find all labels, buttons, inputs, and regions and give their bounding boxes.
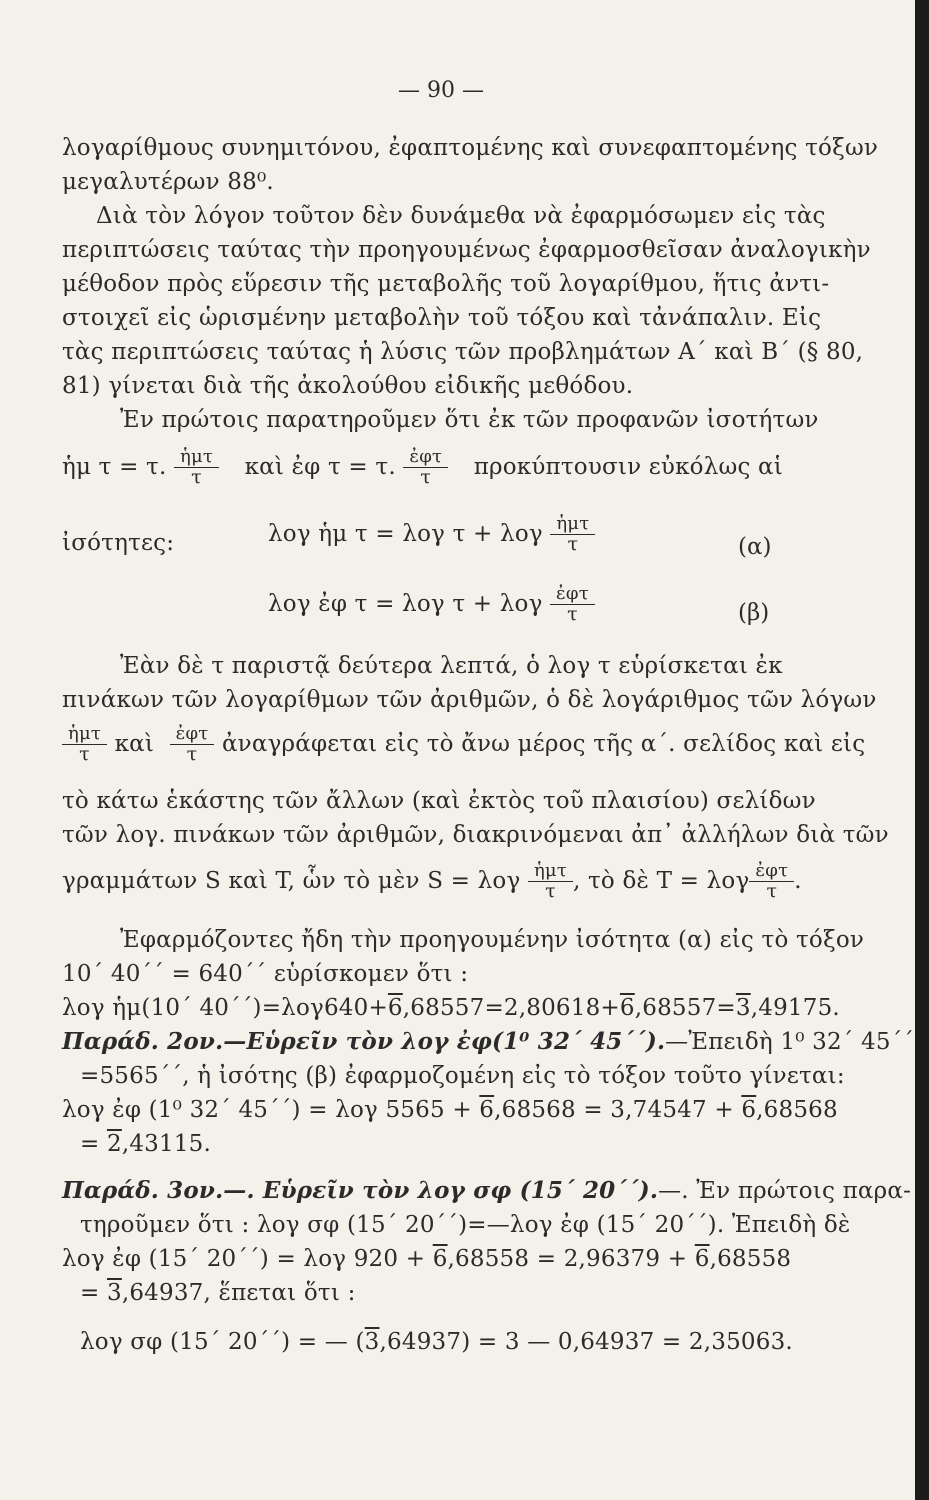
fraction-numerator: ἐφτ <box>550 585 595 605</box>
fraction-eft-over-t <box>749 862 794 902</box>
overlined-digit: 2 <box>106 1131 122 1157</box>
text-line: =5565΄΄, ἡ ἰσότης (β) ἐφαρμοζομένη εἰς τὸ τόξον τοῦτο γίνεται: <box>80 1063 845 1089</box>
equation-eft: καὶ ἐφ τ = τ. <box>244 453 396 480</box>
fraction-denominator: τ <box>191 465 202 488</box>
fraction-eft-over-t <box>403 448 448 488</box>
fraction-denominator: τ <box>567 532 579 555</box>
text-line: πινάκων τῶν λογαρίθμων τῶν ἀριθμῶν, ὁ δὲ λογάριθμος τῶν λόγων <box>62 687 877 713</box>
example-heading-line <box>62 1176 911 1206</box>
text-segment: ,68568 = 3,74547 + <box>494 1097 742 1123</box>
text-segment: καὶ <box>114 730 155 757</box>
book-edge <box>915 0 929 1500</box>
text-segment: ,68558 = 2,96379 + <box>447 1246 695 1272</box>
text-segment: ,68558 <box>709 1246 792 1272</box>
example-2-heading: Παράδ. 2ον.—Εὑρεῖν τὸν λογ ἐφ(1⁰ 32΄ 45΄΄). <box>62 1028 666 1055</box>
text-segment: λογ ἐφ (1⁰ 32΄ 45΄΄) = λογ 5565 + <box>62 1097 480 1123</box>
equation-text: λογ ἡμ τ = λογ τ + λογ <box>268 520 543 547</box>
equation-beta <box>268 585 595 625</box>
example-heading-line <box>62 1027 914 1057</box>
equation-text: λογ ἐφ τ = λογ τ + λογ <box>268 590 543 617</box>
fraction-denominator: τ <box>545 879 556 902</box>
fraction-denominator: τ <box>186 742 198 765</box>
overlined-digit: 6 <box>741 1097 757 1123</box>
text-line: Ἐὰν δὲ τ παριστᾷ δεύτερα λεπτά, ὁ λογ τ εὑρίσκεται ἐκ <box>120 653 783 679</box>
fraction-denominator: τ <box>766 879 778 902</box>
text-segment: λογ σφ (15΄ 20΄΄) = — ( <box>80 1329 365 1355</box>
overlined-digit: 6 <box>694 1246 710 1272</box>
text-line-with-fractions <box>62 862 802 902</box>
text-segment: ,68568 <box>756 1097 838 1123</box>
text-segment: λογ ἐφ (15΄ 20΄΄) = λογ 920 + <box>62 1246 433 1272</box>
overlined-digit: 6 <box>619 995 635 1021</box>
equation-hmt: ἡμ τ = τ. <box>62 453 167 480</box>
page-number: — 90 — <box>398 78 484 103</box>
equation-line <box>80 1129 211 1159</box>
fraction-denominator: τ <box>79 742 90 765</box>
overlined-digit: 3 <box>735 995 751 1021</box>
fraction-numerator: ἐφτ <box>749 862 794 882</box>
text-line-with-fractions <box>62 448 783 488</box>
text-line: Ἐν πρώτοις παρατηροῦμεν ὅτι ἐκ τῶν προφανῶν ἰσοτήτων <box>120 407 819 433</box>
overlined-digit: 6 <box>479 1097 495 1123</box>
text-line: μεγαλυτέρων 88⁰. <box>62 169 274 195</box>
fraction-hmt-over-t <box>174 448 219 488</box>
text-line-with-fractions <box>62 725 865 765</box>
text-segment: ἀναγράφεται εἰς τὸ ἄνω μέρος τῆς α΄. σελίδος καὶ εἰς <box>221 730 866 757</box>
text-line: περιπτώσεις ταύτας τὴν προηγουμένως ἐφαρμοσθεῖσαν ἀναλογικὴν <box>62 237 871 263</box>
equation-tag-beta: (β) <box>738 600 770 626</box>
text-segment: . <box>794 867 802 894</box>
overlined-digit: 3 <box>106 1280 122 1306</box>
overlined-digit: 3 <box>364 1329 380 1355</box>
equation-line <box>62 1095 838 1125</box>
text-segment: —Ἐπειδὴ 1⁰ 32΄ 45΄΄ <box>665 1029 915 1055</box>
fraction-eft-over-t <box>170 725 215 765</box>
text-line: μέθοδον πρὸς εὕρεσιν τῆς μεταβολῆς τοῦ λογαρίθμου, ἥτις ἀντι- <box>62 271 830 297</box>
text-segment: ,68557= <box>634 995 736 1021</box>
fraction-numerator: ἐφτ <box>170 725 215 745</box>
text-segment: = <box>80 1280 107 1306</box>
equation-line <box>80 1327 793 1357</box>
text-segment: ,68557=2,80618+ <box>402 995 620 1021</box>
text-line: τὸ κάτω ἑκάστης τῶν ἄλλων (καὶ ἐκτὸς τοῦ πλαισίου) σελίδων <box>62 788 816 814</box>
text-segment: —. Ἐν πρώτοις παρα- <box>658 1178 912 1204</box>
equation-tag-alpha: (α) <box>738 534 772 560</box>
fraction-hmt-over-t <box>62 725 107 765</box>
text-line: 10΄ 40΄΄ = 640΄΄ εὑρίσκομεν ὅτι : <box>62 961 469 987</box>
text-segment: ,64937) = 3 — 0,64937 = 2,35063. <box>379 1329 793 1355</box>
overlined-digit: 6 <box>432 1246 448 1272</box>
fraction-numerator: ἡμτ <box>528 862 573 882</box>
text-segment: γραμμάτων S καὶ T, ὧν τὸ μὲν S = λογ <box>62 867 521 894</box>
text-line: 81) γίνεται διὰ τῆς ἀκολούθου εἰδικῆς μεθόδου. <box>62 373 634 399</box>
text-segment: ,49175. <box>750 995 840 1021</box>
fraction-numerator: ἐφτ <box>403 448 448 468</box>
equation-line <box>62 1244 791 1274</box>
fraction-numerator: ἡμτ <box>174 448 219 468</box>
text-segment: = <box>80 1131 107 1157</box>
equation-line <box>62 993 840 1023</box>
fraction-denominator: τ <box>420 465 432 488</box>
text-line: λογαρίθμους συνημιτόνου, ἐφαπτομένης καὶ συνεφαπτομένης τόξων <box>62 135 879 161</box>
text-segment: , τὸ δὲ T = λογ <box>572 867 750 894</box>
text-segment: ,64937, ἕπεται ὅτι : <box>121 1280 356 1306</box>
example-3-heading: Παράδ. 3ον.—. Εὑρεῖν τὸν λογ σφ (15΄ 20΄΄). <box>62 1177 659 1204</box>
text-line: τῶν λογ. πινάκων τῶν ἀριθμῶν, διακρινόμεναι ἀπ᾽ ἀλλήλων διὰ τῶν <box>62 822 889 848</box>
isotites-label: ἰσότητες: <box>62 530 175 556</box>
text-line: τὰς περιπτώσεις ταύτας ἡ λύσις τῶν προβλημάτων Α΄ καὶ Β΄ (§ 80, <box>62 339 864 365</box>
overlined-digit: 6 <box>387 995 403 1021</box>
fraction-numerator: ἡμτ <box>62 725 107 745</box>
equation-alpha <box>268 515 595 555</box>
text-line: Ἐφαρμόζοντες ἤδη τὴν προηγουμένην ἰσότητα (α) εἰς τὸ τόξον <box>120 927 865 953</box>
equation-line <box>80 1278 356 1308</box>
text-line: Διὰ τὸν λόγον τοῦτον δὲν δυνάμεθα νὰ ἐφαρμόσωμεν εἰς τὰς <box>96 203 826 229</box>
text-line: τηροῦμεν ὅτι : λογ σφ (15΄ 20΄΄)=—λογ ἐφ (15΄ 20΄΄). Ἐπειδὴ δὲ <box>80 1212 851 1238</box>
fraction-hmt-over-t <box>528 862 573 902</box>
text-segment: προκύπτουσιν εὐκόλως αἱ <box>473 453 784 480</box>
fraction-hmt-over-t <box>550 515 595 555</box>
text-segment: λογ ἡμ(10΄ 40΄΄)=λογ640+ <box>62 995 388 1021</box>
fraction-denominator: τ <box>567 602 578 625</box>
fraction-numerator: ἡμτ <box>550 515 595 535</box>
text-segment: ,43115. <box>121 1131 212 1157</box>
fraction-eft-over-t <box>550 585 595 625</box>
text-line: στοιχεῖ εἰς ὡρισμένην μεταβολὴν τοῦ τόξου καὶ τἀνάπαλιν. Εἰς <box>62 305 822 331</box>
